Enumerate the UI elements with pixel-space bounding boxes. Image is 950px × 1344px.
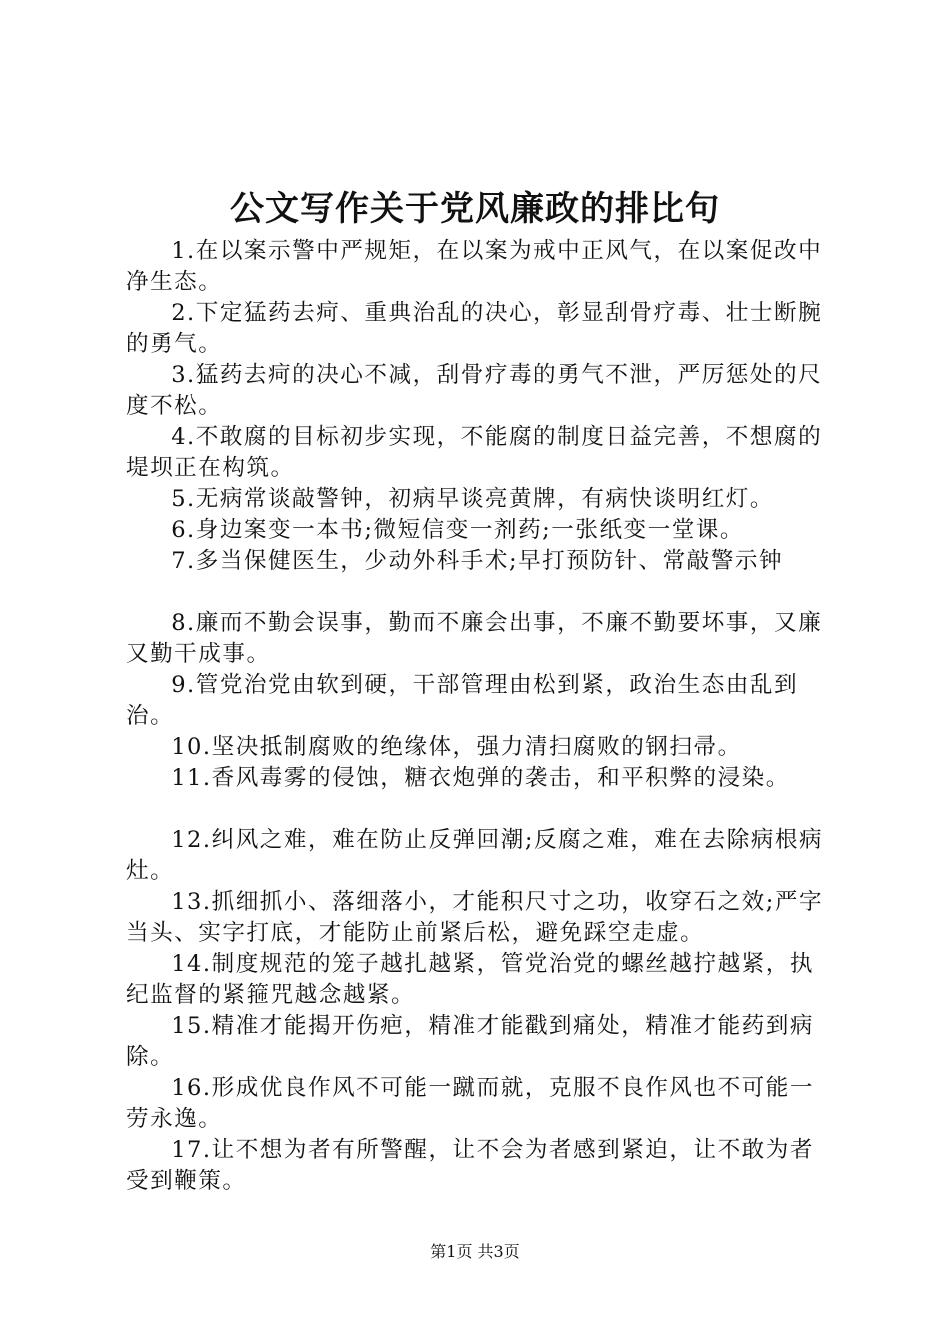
paragraph-4: 4.不敢腐的目标初步实现，不能腐的制度日益完善，不想腐的堤坝正在构筑。 [126,424,823,481]
paragraph-11: 11.香风毒雾的侵蚀，糖衣炮弹的袭击，和平积弊的浸染。 [171,765,790,791]
paragraph-12: 12.纠风之难，难在防止反弹回潮;反腐之难，难在去除病根病灶。 [126,827,824,884]
paragraph-9: 9.管党治党由软到硬，干部管理由松到紧，政治生态由乱到治。 [126,672,799,729]
paragraph-13: 13.抓细抓小、落细落小，才能积尺寸之功，收穿石之效;严字当头、实字打底，才能防止前紧后松，避免踩空走虚。 [126,889,824,946]
paragraph-14: 14.制度规范的笼子越扎越紧，管党治党的螺丝越拧越紧，执纪监督的紧箍咒越念越紧。 [126,951,814,1008]
paragraph-16: 16.形成优良作风不可能一蹴而就，克服不良作风也不可能一劳永逸。 [126,1075,814,1132]
paragraph-3: 3.猛药去疴的决心不减，刮骨疗毒的勇气不泄，严厉惩处的尺度不松。 [126,362,823,419]
document-body [126,236,834,1197]
paragraph-5: 5.无病常谈敲警钟，初病早谈亮黄牌，有病快谈明红灯。 [171,486,774,512]
page-number-footer: 第1页 共3页 [430,1242,520,1261]
paragraph-7: 7.多当保健医生，少动外科手术;早打预防针、常敲警示钟 [171,548,784,574]
paragraph-2: 2.下定猛药去疴、重典治乱的决心，彰显刮骨疗毒、壮士断腕的勇气。 [126,300,823,357]
paragraph-1: 1.在以案示警中严规矩，在以案为戒中正风气，在以案促改中净生态。 [126,238,823,295]
paragraph-8: 8.廉而不勤会误事，勤而不廉会出事，不廉不勤要坏事，又廉又勤干成事。 [126,610,823,667]
paragraph-15: 15.精准才能揭开伤疤，精准才能戳到痛处，精准才能药到病除。 [126,1013,814,1070]
document-title: 公文写作关于党风廉政的排比句 [230,189,720,229]
paragraph-6: 6.身边案变一本书;微短信变一剂药;一张纸变一堂课。 [171,517,745,543]
paragraph-10: 10.坚决抵制腐败的绝缘体，强力清扫腐败的钢扫帚。 [171,734,742,760]
paragraph-17: 17.让不想为者有所警醒，让不会为者感到紧迫，让不敢为者受到鞭策。 [126,1137,814,1194]
